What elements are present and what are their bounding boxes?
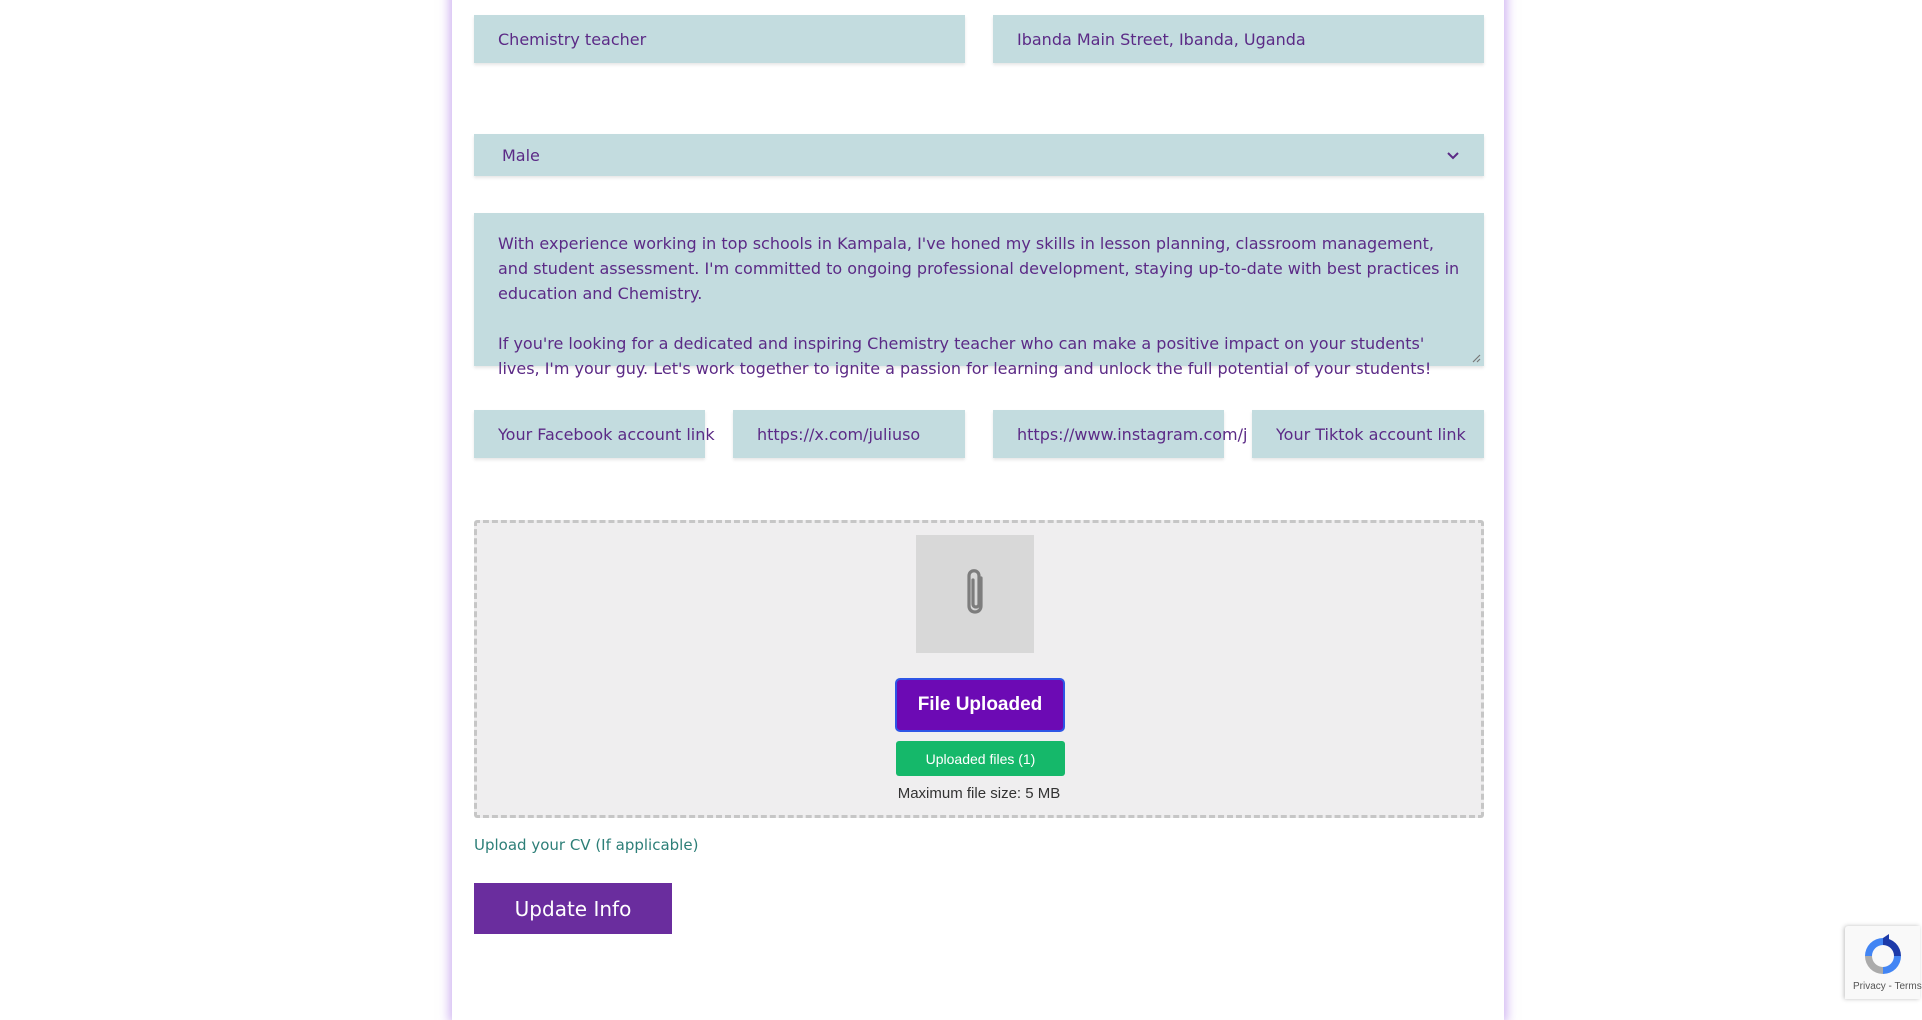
bio-text <box>498 231 1460 381</box>
cv-upload-dropzone[interactable] <box>474 520 1484 818</box>
recaptcha-badge[interactable] <box>1845 926 1920 999</box>
recaptcha-links[interactable]: Privacy - Terms <box>1853 981 1922 992</box>
bio-textarea[interactable] <box>474 213 1484 378</box>
bio-paragraph-2: If you're looking for a dedicated and inspiring Chemistry teacher who can make a positive impact on your students' lives, I'm your guy. Let's work together to ignite a passion for learning and unlock the full potential of your students! <box>498 334 1432 378</box>
max-file-size-label: Maximum file size: 5 MB <box>897 785 1061 802</box>
address-value: Ibanda Main Street, Ibanda, Uganda <box>1017 29 1306 49</box>
x-link-input[interactable] <box>733 410 965 458</box>
file-uploaded-button[interactable]: File Uploaded <box>895 678 1065 732</box>
gender-select[interactable] <box>474 134 1484 176</box>
uploaded-files-button[interactable]: Uploaded files (1) <box>896 741 1065 776</box>
instagram-link-value: https://www.instagram.com/j <box>1017 424 1248 444</box>
upload-preview <box>916 535 1034 653</box>
resize-handle-icon[interactable] <box>1471 353 1481 363</box>
paperclip-icon <box>955 564 995 624</box>
facebook-placeholder: Your Facebook account link <box>498 424 715 444</box>
cv-upload-label: Upload your CV (If applicable) <box>474 836 699 854</box>
chevron-down-icon <box>1446 148 1460 162</box>
address-input[interactable] <box>993 15 1484 63</box>
tiktok-placeholder: Your Tiktok account link <box>1276 424 1466 444</box>
occupation-value: Chemistry teacher <box>498 29 647 49</box>
update-info-button[interactable]: Update Info <box>474 883 672 934</box>
x-link-value: https://x.com/juliuso <box>757 424 921 444</box>
recaptcha-logo-icon <box>1861 934 1905 978</box>
tiktok-link-input[interactable] <box>1252 410 1484 458</box>
occupation-input[interactable] <box>474 15 965 63</box>
facebook-link-input[interactable] <box>474 410 715 458</box>
instagram-link-input[interactable] <box>993 410 1248 458</box>
bio-paragraph-1: With experience working in top schools in Kampala, I've honed my skills in lesson planning, classroom management, and student assessment. I'm committed to ongoing professional development, staying up-to-date with best practices in education and Chemistry. <box>498 234 1460 303</box>
gender-selected-value: Male <box>502 145 540 165</box>
